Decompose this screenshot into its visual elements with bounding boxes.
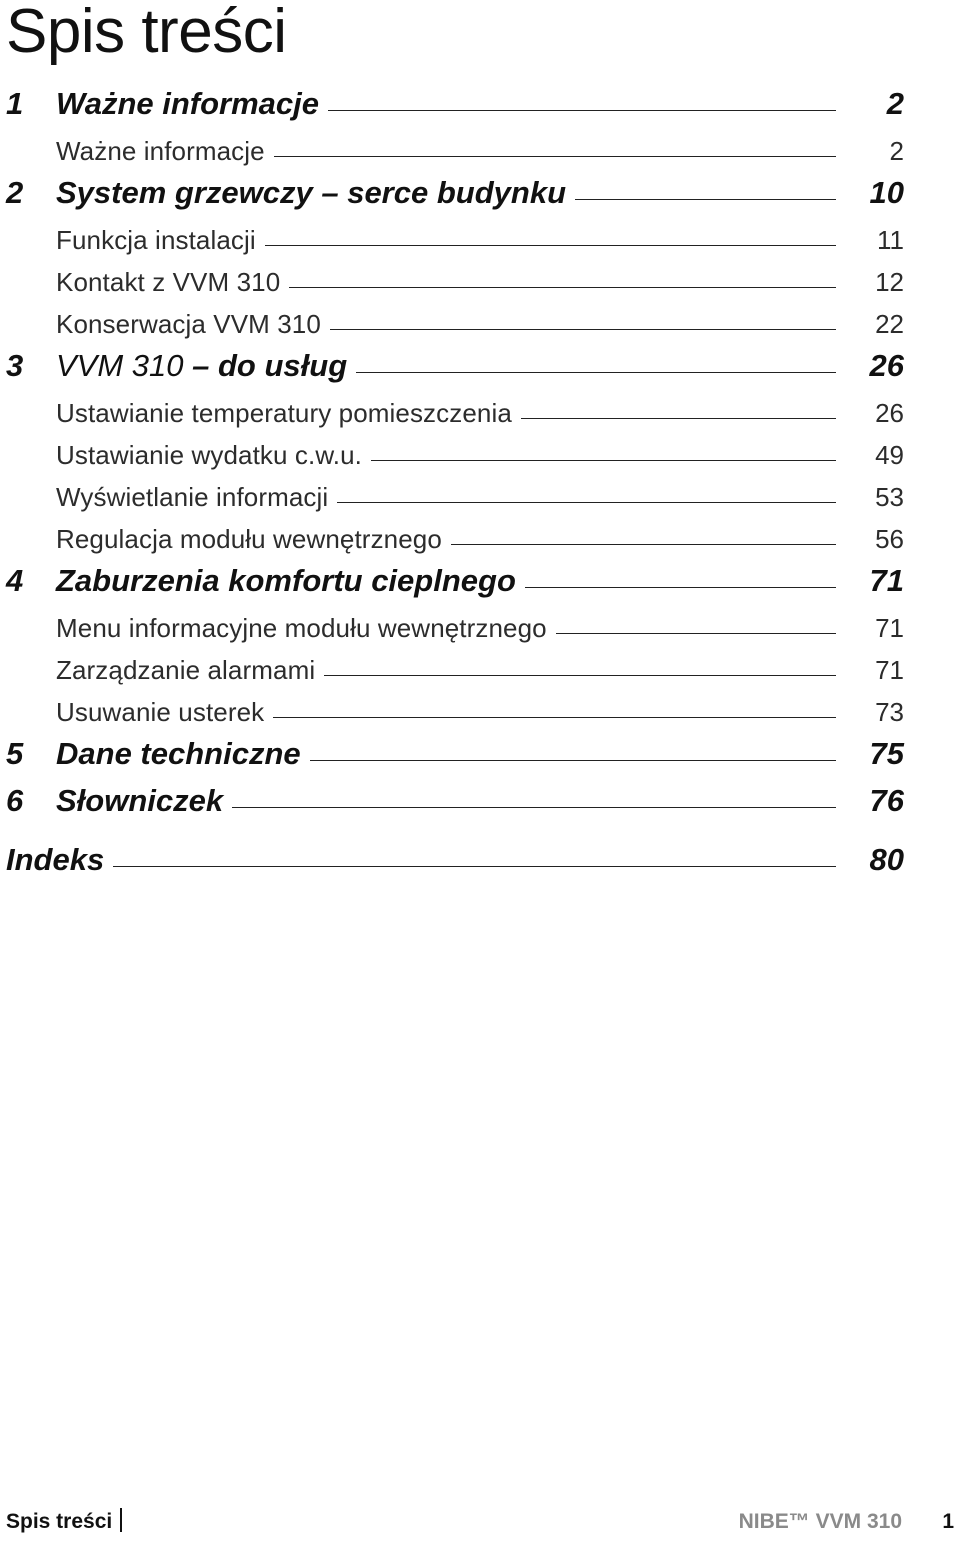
dot-leader	[337, 501, 836, 503]
toc-section-wyswietlanie[interactable]	[0, 482, 960, 513]
dot-leader	[310, 759, 836, 761]
toc-chapter-number: 5	[6, 736, 24, 771]
toc-page-number: 56	[875, 524, 904, 554]
dot-leader	[289, 286, 836, 288]
footer-section	[6, 1504, 122, 1540]
toc-page-number: 53	[875, 482, 904, 512]
toc-section-title: Ustawianie wydatku c.w.u.	[56, 440, 362, 470]
dot-leader	[371, 459, 836, 461]
toc-page-number: 75	[869, 736, 904, 771]
toc-section-title: Konserwacja VVM 310	[56, 309, 321, 339]
toc-page-number: 10	[869, 175, 904, 210]
toc-section-regulacja[interactable]	[0, 524, 960, 555]
dot-leader	[356, 371, 836, 373]
page-footer	[0, 1504, 960, 1540]
toc-chapter-number: 1	[6, 86, 24, 121]
toc-page-number: 2	[889, 136, 904, 166]
dot-leader	[265, 244, 836, 246]
footer-brand: NIBE™ VVM 310	[738, 1510, 902, 1533]
dot-leader	[324, 674, 836, 676]
toc-chapter-title: Słowniczek	[56, 783, 224, 818]
toc-page-number: 22	[875, 309, 904, 339]
toc-chapter-4[interactable]	[0, 563, 960, 599]
toc-index-title: Indeks	[6, 842, 105, 877]
dot-leader	[273, 716, 836, 718]
page-title: Spis treści	[6, 0, 287, 66]
toc-page-number: 80	[869, 842, 904, 877]
dot-leader	[521, 417, 836, 419]
dot-leader	[328, 109, 836, 111]
toc-section-title: Ważne informacje	[56, 136, 265, 166]
toc-page-number: 73	[875, 697, 904, 727]
toc-chapter-title-product: VVM 310	[56, 348, 184, 383]
toc-section-kontakt[interactable]	[0, 267, 960, 298]
toc-section-title: Ustawianie temperatury pomieszczenia	[56, 398, 512, 428]
toc-chapter-1[interactable]	[0, 86, 960, 122]
toc-page-number: 76	[869, 783, 904, 818]
toc-chapter-2[interactable]	[0, 175, 960, 211]
dot-leader	[274, 155, 836, 157]
toc-chapter-title: Ważne informacje	[56, 86, 320, 121]
toc-chapter-title	[56, 348, 347, 384]
toc-section-title: Menu informacyjne modułu wewnętrznego	[56, 613, 547, 643]
toc-section-title: Zarządzanie alarmami	[56, 655, 316, 685]
toc-section-usterki[interactable]	[0, 697, 960, 728]
toc-page-number: 26	[869, 348, 904, 383]
toc-index[interactable]	[0, 842, 960, 878]
footer-separator	[120, 1508, 122, 1532]
dot-leader	[525, 586, 836, 588]
toc-page-number: 71	[869, 563, 904, 598]
toc-chapter-title: Dane techniczne	[56, 736, 301, 771]
toc-chapter-3[interactable]	[0, 348, 960, 384]
toc-chapter-number: 3	[6, 348, 24, 383]
footer-page-number: 1	[942, 1510, 954, 1533]
toc-section-funkcja-instalacji[interactable]	[0, 225, 960, 256]
footer-section-label: Spis treści	[6, 1510, 113, 1533]
toc-section-title: Funkcja instalacji	[56, 225, 256, 255]
toc-section-cwu[interactable]	[0, 440, 960, 471]
toc-section-konserwacja[interactable]	[0, 309, 960, 340]
toc-chapter-number: 6	[6, 783, 24, 818]
toc-section-title: Wyświetlanie informacji	[56, 482, 329, 512]
dot-leader	[330, 328, 836, 330]
toc-section-title: Regulacja modułu wewnętrznego	[56, 524, 442, 554]
toc-chapter-title: System grzewczy – serce budynku	[56, 175, 567, 210]
dot-leader	[232, 806, 836, 808]
toc-chapter-5[interactable]	[0, 736, 960, 772]
toc-section-temperatura[interactable]	[0, 398, 960, 429]
toc-chapter-number: 4	[6, 563, 24, 598]
dot-leader	[451, 543, 836, 545]
dot-leader	[113, 865, 836, 867]
toc-page-number: 2	[886, 86, 904, 121]
dot-leader	[575, 198, 836, 200]
toc-chapter-title-rest: – do usług	[183, 348, 348, 383]
toc-section-menu-informacyjne[interactable]	[0, 613, 960, 644]
dot-leader	[556, 632, 836, 634]
toc-page-number: 71	[875, 655, 904, 685]
toc-page-number: 71	[875, 613, 904, 643]
toc-page-number: 12	[875, 267, 904, 297]
toc-chapter-title: Zaburzenia komfortu cieplnego	[56, 563, 516, 598]
toc-page-number: 49	[875, 440, 904, 470]
toc-section-wazne-informacje[interactable]	[0, 136, 960, 167]
toc-page-number: 26	[875, 398, 904, 428]
toc-chapter-number: 2	[6, 175, 24, 210]
toc-section-alarmy[interactable]	[0, 655, 960, 686]
toc-section-title: Kontakt z VVM 310	[56, 267, 281, 297]
toc-section-title: Usuwanie usterek	[56, 697, 265, 727]
toc-page-number: 11	[877, 225, 904, 255]
toc-chapter-6[interactable]	[0, 783, 960, 819]
